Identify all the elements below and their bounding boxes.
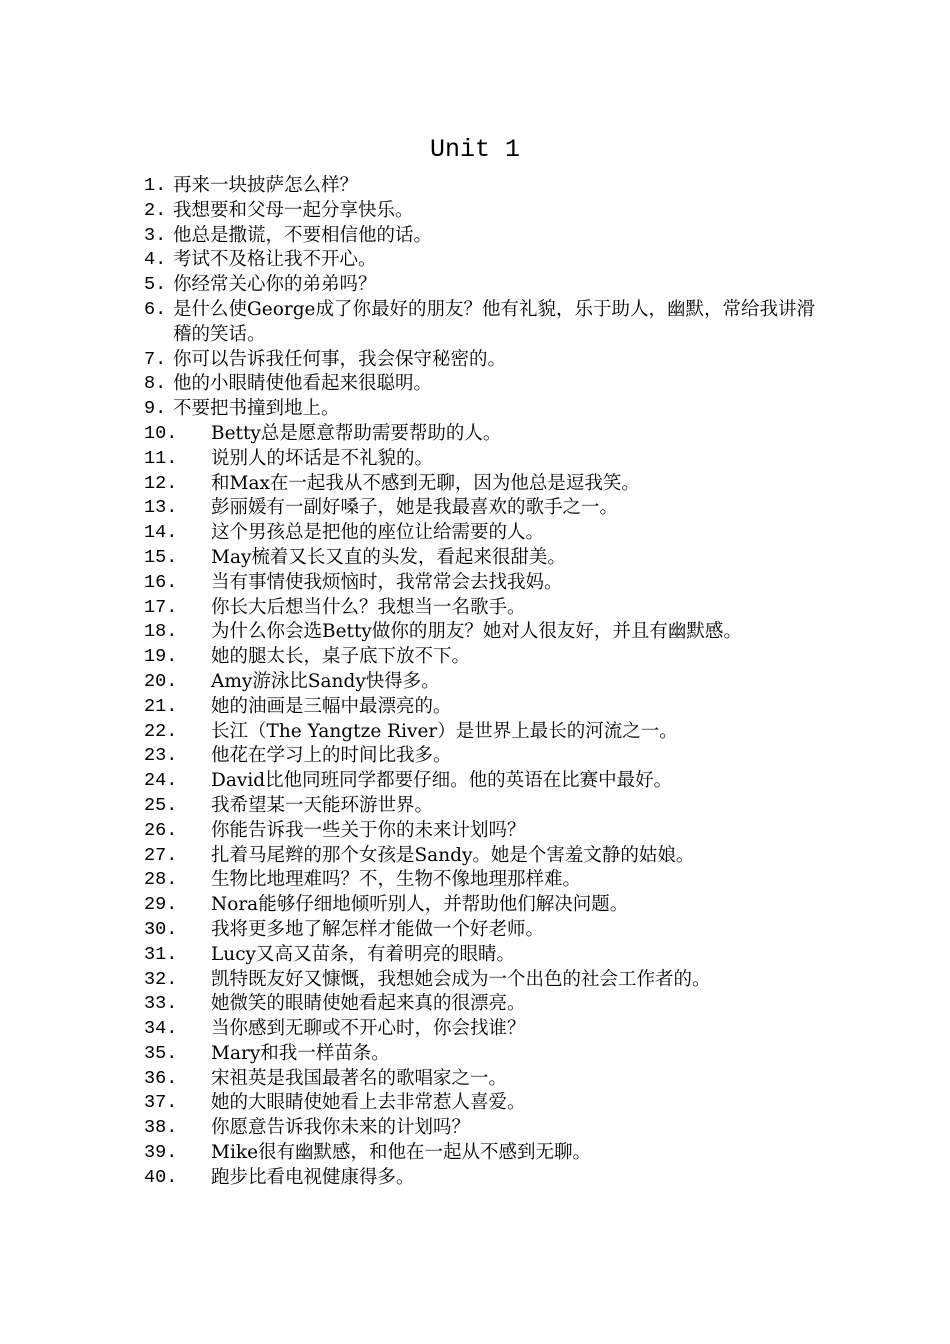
item-text: 你经常关心你的弟弟吗？ xyxy=(173,274,377,296)
item-text: 你长大后想当什么？我想当一名歌手。 xyxy=(211,596,526,618)
item-text: Mary和我一样苗条。 xyxy=(211,1042,390,1064)
list-item xyxy=(144,1067,824,1092)
list-item xyxy=(144,695,824,720)
item-number: 18. xyxy=(144,621,178,643)
list-item xyxy=(144,1116,824,1141)
item-text: 彭丽媛有一副好嗓子，她是我最喜欢的歌手之一。 xyxy=(211,497,619,519)
item-text: 说别人的坏话是不礼貌的。 xyxy=(211,447,434,469)
list-item xyxy=(144,968,824,993)
list-item xyxy=(144,273,824,298)
item-number: 1. xyxy=(144,175,167,196)
item-number: 2. xyxy=(144,199,167,221)
item-number: 36. xyxy=(144,1067,178,1089)
list-item xyxy=(144,174,824,199)
item-text: 考试不及格让我不开心。 xyxy=(173,249,377,271)
item-text: 为什么你会选Betty做你的朋友？她对人很友好，并且有幽默感。 xyxy=(211,621,742,643)
item-text: 她的油画是三幅中最漂亮的。 xyxy=(211,695,452,717)
list-item xyxy=(144,248,824,273)
item-number: 21. xyxy=(144,695,178,717)
item-number: 6. xyxy=(144,298,167,320)
list-item xyxy=(144,546,824,571)
item-number: 19. xyxy=(144,646,178,668)
list-item xyxy=(144,868,824,893)
list-item xyxy=(144,224,824,249)
item-number: 15. xyxy=(144,546,178,568)
item-text: David比他同班同学都要仔细。他的英语在比赛中最好。 xyxy=(211,770,673,792)
list-item xyxy=(144,769,824,794)
item-text: 她的腿太长，桌子底下放不下。 xyxy=(211,646,471,668)
item-text: 她微笑的眼睛使她看起来真的很漂亮。 xyxy=(211,993,526,1015)
list-item xyxy=(144,422,824,447)
list-item xyxy=(144,1091,824,1116)
item-number: 10. xyxy=(144,422,178,444)
list-item xyxy=(144,893,824,918)
item-text: 宋祖英是我国最著名的歌唱家之一。 xyxy=(211,1067,508,1089)
list-item xyxy=(144,596,824,621)
item-text: Mike很有幽默感，和他在一起从不感到无聊。 xyxy=(211,1142,592,1164)
item-text: 生物比地理难吗？不，生物不像地理那样难。 xyxy=(211,869,582,891)
item-number: 35. xyxy=(144,1042,178,1064)
item-text: 他花在学习上的时间比我多。 xyxy=(211,745,452,767)
item-number: 4. xyxy=(144,249,167,271)
item-text: 凯特既友好又慷慨，我想她会成为一个出色的社会工作者的。 xyxy=(211,968,711,990)
item-text: 我将更多地了解怎样才能做一个好老师。 xyxy=(211,918,545,940)
item-text: 她的大眼睛使她看上去非常惹人喜爱。 xyxy=(211,1092,526,1114)
item-number: 38. xyxy=(144,1117,178,1139)
list-item xyxy=(144,571,824,596)
list-item xyxy=(144,472,824,497)
sentence-list xyxy=(144,174,824,1191)
list-item xyxy=(144,397,824,422)
item-text: 你可以告诉我任何事，我会保守秘密的。 xyxy=(173,348,507,370)
item-text: Amy游泳比Sandy快得多。 xyxy=(211,670,440,692)
item-text: 你能告诉我一些关于你的未来计划吗？ xyxy=(211,819,526,841)
item-text: 扎着马尾辫的那个女孩是Sandy。她是个害羞文静的姑娘。 xyxy=(211,844,695,866)
item-text: 跑步比看电视健康得多。 xyxy=(211,1166,415,1188)
item-number: 27. xyxy=(144,844,178,866)
list-item xyxy=(144,744,824,769)
list-item xyxy=(144,819,824,844)
item-number: 29. xyxy=(144,894,178,916)
item-number: 23. xyxy=(144,745,178,767)
list-item xyxy=(144,372,824,397)
list-item xyxy=(144,720,824,745)
item-text: 我希望某一天能环游世界。 xyxy=(211,794,434,816)
list-item xyxy=(144,918,824,943)
item-text: 不要把书撞到地上。 xyxy=(173,398,340,420)
list-item xyxy=(144,447,824,472)
item-text: 你愿意告诉我你未来的计划吗？ xyxy=(211,1117,471,1139)
list-item xyxy=(144,670,824,695)
item-number: 34. xyxy=(144,1018,178,1040)
item-number: 7. xyxy=(144,348,167,370)
item-text: Lucy又高又苗条，有着明亮的眼睛。 xyxy=(211,943,516,965)
item-text: May梳着又长又直的头发，看起来很甜美。 xyxy=(211,546,566,568)
item-text: 再来一块披萨怎么样？ xyxy=(173,175,359,196)
item-number: 11. xyxy=(144,447,178,469)
item-text: 当有事情使我烦恼时，我常常会去找我妈。 xyxy=(211,571,563,593)
list-item xyxy=(144,844,824,869)
item-text: 我想要和父母一起分享快乐。 xyxy=(173,199,414,221)
list-item xyxy=(144,645,824,670)
item-number: 39. xyxy=(144,1142,178,1164)
item-number: 30. xyxy=(144,918,178,940)
item-number: 32. xyxy=(144,968,178,990)
list-item xyxy=(144,199,824,224)
item-text: 长江（The Yangtze River）是世界上最长的河流之一。 xyxy=(211,720,678,742)
item-number: 14. xyxy=(144,522,178,544)
list-item xyxy=(144,1166,824,1191)
item-number: 3. xyxy=(144,224,167,246)
item-number: 25. xyxy=(144,794,178,816)
item-number: 37. xyxy=(144,1092,178,1114)
item-text: 他的小眼睛使他看起来很聪明。 xyxy=(173,373,433,395)
item-number: 5. xyxy=(144,274,167,296)
item-text: 他总是撒谎，不要相信他的话。 xyxy=(173,224,433,246)
item-number: 24. xyxy=(144,770,178,792)
item-text: 这个男孩总是把他的座位让给需要的人。 xyxy=(211,522,545,544)
list-item xyxy=(144,943,824,968)
item-text: 和Max在一起我从不感到无聊，因为他总是逗我笑。 xyxy=(211,472,640,494)
list-item xyxy=(144,298,824,348)
item-number: 31. xyxy=(144,943,178,965)
item-number: 33. xyxy=(144,993,178,1015)
list-item xyxy=(144,496,824,521)
item-text: 当你感到无聊或不开心时，你会找谁？ xyxy=(211,1018,526,1040)
list-item xyxy=(144,521,824,546)
item-number: 12. xyxy=(144,472,178,494)
item-number: 8. xyxy=(144,373,167,395)
list-item xyxy=(144,992,824,1017)
item-number: 16. xyxy=(144,571,178,593)
item-text: 是什么使George成了你最好的朋友？他有礼貌，乐于助人，幽默，常给我讲滑稽的笑话。 xyxy=(173,298,816,345)
list-item xyxy=(144,348,824,373)
item-number: 17. xyxy=(144,596,178,618)
item-number: 13. xyxy=(144,497,178,519)
list-item xyxy=(144,1042,824,1067)
list-item xyxy=(144,1017,824,1042)
item-number: 20. xyxy=(144,670,178,692)
item-number: 22. xyxy=(144,720,178,742)
item-text: Betty总是愿意帮助需要帮助的人。 xyxy=(211,422,502,444)
item-number: 26. xyxy=(144,819,178,841)
item-number: 28. xyxy=(144,869,178,891)
list-item xyxy=(144,620,824,645)
list-item xyxy=(144,794,824,819)
list-item xyxy=(144,1141,824,1166)
item-number: 9. xyxy=(144,398,167,420)
page-title: Unit 1 xyxy=(429,135,520,164)
item-number: 40. xyxy=(144,1166,178,1188)
item-text: Nora能够仔细地倾听别人，并帮助他们解决问题。 xyxy=(211,894,629,916)
